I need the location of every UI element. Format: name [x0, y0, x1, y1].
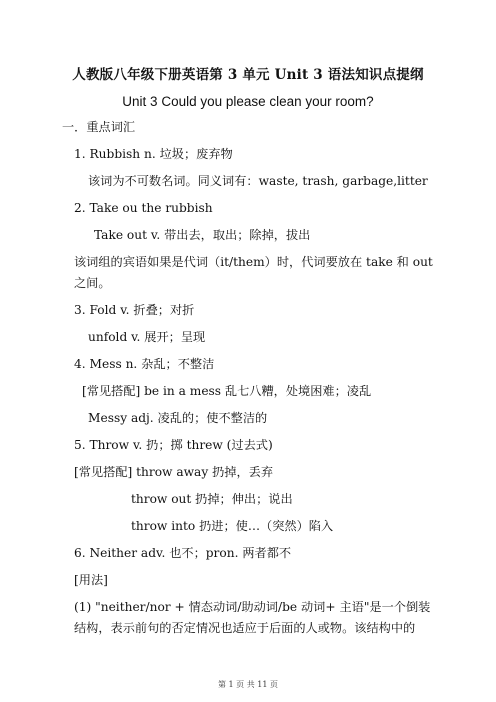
vocab-note: 该词为不可数名词。同义词有：waste, trash, garbage,litter	[88, 174, 428, 188]
collocation-line: [常见搭配] throw away 扔掉，丢弃	[74, 465, 274, 479]
collocation-line: throw into 扔进；使…（突然）陷入	[131, 519, 334, 533]
vocab-note: Messy adj. 凌乱的；使不整洁的	[88, 411, 268, 425]
vocab-line: 3. Fold v. 折叠；对折	[74, 303, 195, 317]
vocab-line: 5. Throw v. 扔；掷 threw (过去式)	[74, 438, 273, 452]
usage-text: (1) "neither/nor + 情态动词/助动词/be 动词+ 主语"是一个倒装	[74, 600, 431, 614]
document-title: 人教版八年级下册英语第 3 单元 Unit 3 语法知识点提纲	[72, 67, 424, 83]
vocab-line: 2. Take ou the rubbish	[74, 201, 213, 215]
vocab-line: 1. Rubbish n. 垃圾；废弃物	[74, 147, 233, 161]
collocation-line: throw out 扔掉；伸出；说出	[131, 492, 293, 506]
vocab-line: 4. Mess n. 杂乱；不整洁	[74, 357, 215, 371]
vocab-note: Take out v. 带出去，取出；除掉，拔出	[94, 228, 311, 242]
usage-text: 结构，表示前句的否定情况也适应于后面的人或物。该结构中的	[74, 621, 416, 635]
vocab-line: 6. Neither adv. 也不；pron. 两者都不	[74, 546, 292, 560]
vocab-note: 该词组的宾语如果是代词（it/them）时，代词要放在 take 和 out	[74, 255, 433, 269]
unit-subtitle: Unit 3 Could you please clean your room?	[122, 94, 374, 109]
vocab-note: 之间。	[74, 276, 111, 290]
usage-heading: [用法]	[74, 573, 108, 587]
section-heading: 一．重点词汇	[62, 120, 136, 134]
collocation-line: [常见搭配] be in a mess 乱七八糟，处境困难；凌乱	[82, 384, 372, 398]
vocab-note: unfold v. 展开；呈现	[88, 330, 206, 344]
page-footer: 第 1 页 共 11 页	[218, 680, 278, 689]
